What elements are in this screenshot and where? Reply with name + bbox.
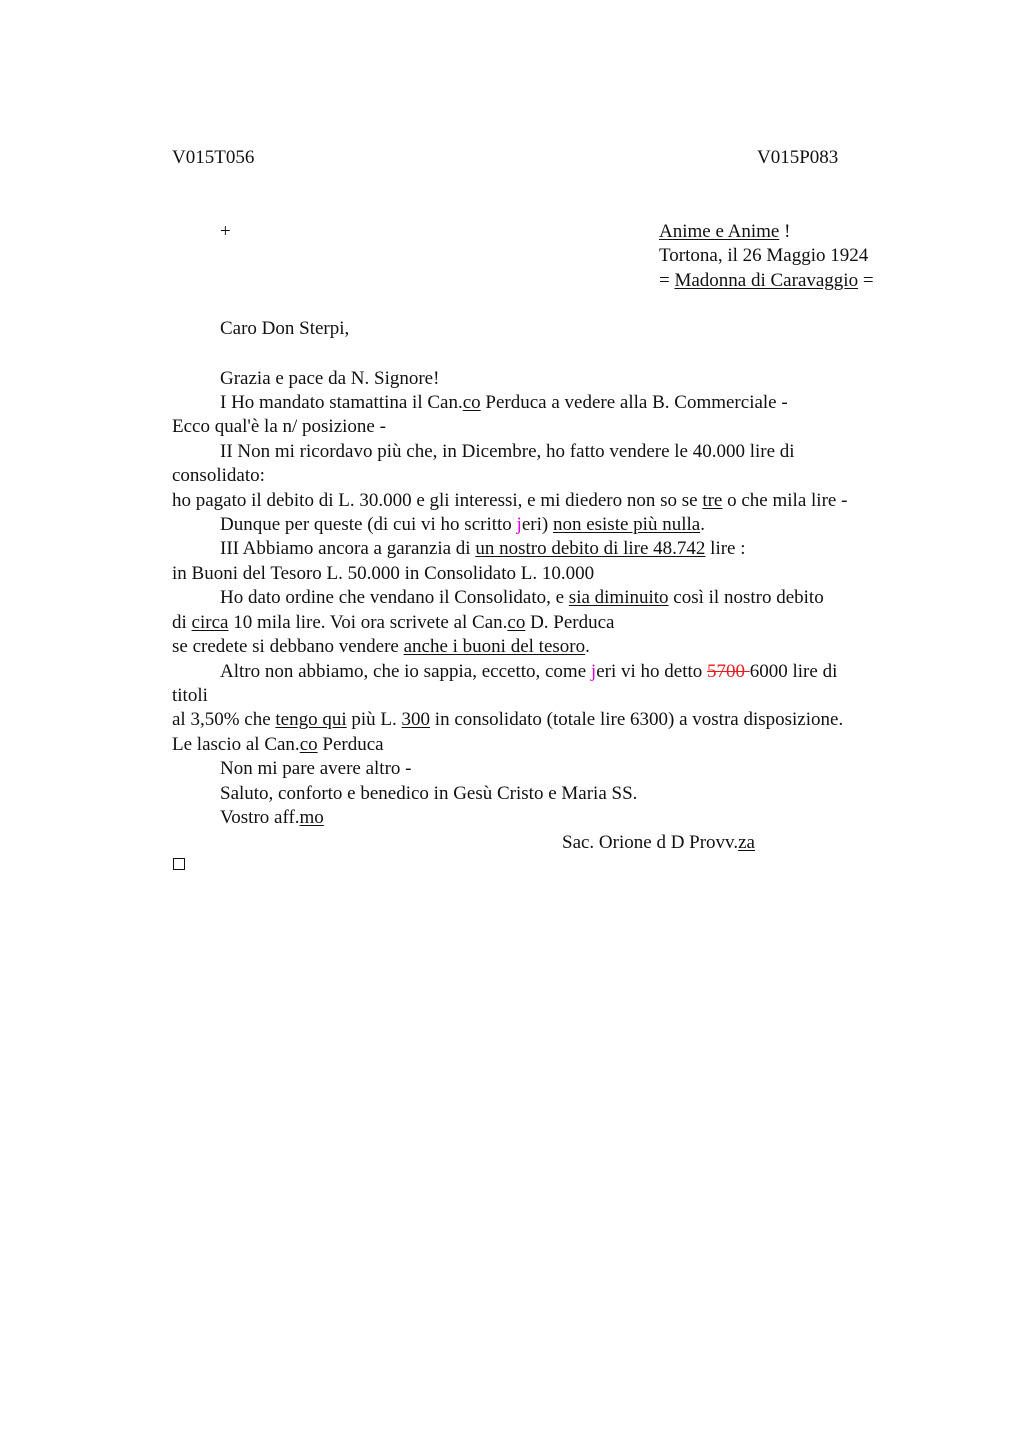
p1-text-a: I Ho mandato stamattina il Can.	[220, 392, 463, 413]
p2l3-underlined: tre	[702, 490, 723, 511]
paragraph-2-line3	[172, 490, 847, 512]
p1-abbrev: co	[462, 392, 481, 413]
closing3-abbrev: mo	[299, 807, 324, 828]
p3-text-e: .	[700, 514, 705, 535]
feast-close: =	[858, 270, 874, 291]
p3-text-a: Dunque per queste (di cui vi ho scritto	[220, 514, 517, 535]
p6l4-abbrev: co	[299, 734, 318, 755]
salutation: Caro Don Sterpi,	[220, 318, 350, 339]
p2l3-text-a: ho pagato il debito di L. 30.000 e gli interessi, e mi diedero non so se	[172, 490, 703, 511]
paragraph-5-line3	[172, 636, 590, 658]
p3-underlined: non esiste più nulla	[552, 514, 701, 535]
motto-end: !	[779, 221, 791, 242]
paragraph-6-line3	[172, 709, 843, 731]
p6-text-a: Altro non abbiamo, che io sappia, eccetto, come	[220, 661, 591, 682]
signature-text: Sac. Orione d D Provv.	[562, 832, 739, 853]
paragraph-4-cont: in Buoni del Tesoro L. 50.000 in Consolidato L. 10.000	[172, 563, 595, 584]
closing-line-3	[220, 807, 324, 829]
p5l3-text-a: se credete si debbano vendere	[172, 636, 404, 657]
paragraph-2-cont: consolidato:	[172, 465, 265, 486]
signature	[562, 832, 755, 854]
p3-text-c: eri)	[521, 514, 553, 535]
p5l3-text-c: .	[585, 636, 590, 657]
paragraph-6-cont: titoli	[172, 685, 208, 706]
greeting: Grazia e pace da N. Signore!	[220, 368, 440, 389]
p6l3-text-e: in consolidato (totale lire 6300) a vostra disposizione.	[430, 709, 844, 730]
paragraph-4	[220, 538, 746, 560]
p4-underlined: un nostro debito di lire 48.742	[475, 538, 706, 559]
p6l3-text-a: al 3,50% che	[172, 709, 276, 730]
p6-text-e: 6000 lire di	[749, 661, 838, 682]
feast-open: =	[659, 270, 675, 291]
end-box-icon	[173, 858, 185, 870]
paragraph-6-line4	[172, 734, 384, 756]
p5c-text-e: D. Perduca	[525, 612, 615, 633]
p6l3-underlined-a: tengo qui	[275, 709, 347, 730]
paragraph-6	[220, 661, 837, 683]
closing-line-2: Saluto, conforto e benedico in Gesù Cristo e Maria SS.	[220, 783, 638, 804]
p6l4-text-c: Perduca	[317, 734, 384, 755]
paragraph-1	[220, 392, 788, 414]
motto-text: Anime e Anime	[659, 221, 780, 242]
feast-name: Madonna di Caravaggio	[674, 270, 859, 291]
p4-text-c: lire :	[705, 538, 746, 559]
closing-line-1: Non mi pare avere altro -	[220, 758, 412, 779]
archive-code-left: V015T056	[172, 147, 255, 168]
p3-insertion: j	[516, 514, 522, 535]
place-date: Tortona, il 26 Maggio 1924	[659, 245, 869, 266]
p5-text-a: Ho dato ordine che vendano il Consolidato, e	[220, 587, 569, 608]
p1-text-c: Perduca a vedere alla B. Commerciale -	[480, 392, 788, 413]
p5l3-underlined: anche i buoni del tesoro	[403, 636, 586, 657]
signature-abbrev: za	[738, 832, 755, 853]
feast-line	[659, 270, 874, 292]
p6l3-underlined-b: 300	[401, 709, 431, 730]
p6-text-c: eri vi ho detto	[596, 661, 707, 682]
p5-underlined: sia diminuito	[568, 587, 669, 608]
paragraph-3	[220, 514, 705, 536]
archive-code-right: V015P083	[757, 147, 839, 168]
p5-text-c: così il nostro debito	[668, 587, 824, 608]
p6l3-text-c: più L.	[346, 709, 402, 730]
motto	[659, 221, 790, 243]
p2l3-text-c: o che mila lire -	[722, 490, 848, 511]
paragraph-1-cont: Ecco qual'è la n/ posizione -	[172, 416, 386, 437]
cross-mark: +	[220, 221, 231, 242]
p6-deletion: 5700	[707, 661, 750, 682]
paragraph-2: II Non mi ricordavo più che, in Dicembre, ho fatto vendere le 40.000 lire di	[220, 441, 795, 462]
closing3-text: Vostro aff.	[220, 807, 300, 828]
p6l4-text-a: Le lascio al Can.	[172, 734, 300, 755]
p4-text-a: III Abbiamo ancora a garanzia di	[220, 538, 476, 559]
p5c-text-c: 10 mila lire. Voi ora scrivete al Can.	[228, 612, 508, 633]
paragraph-5	[220, 587, 824, 609]
p5c-abbrev: co	[507, 612, 526, 633]
p6-insertion: j	[590, 661, 597, 682]
paragraph-5-cont	[172, 612, 615, 634]
p5c-text-a: di	[172, 612, 192, 633]
p5c-underlined: circa	[191, 612, 229, 633]
